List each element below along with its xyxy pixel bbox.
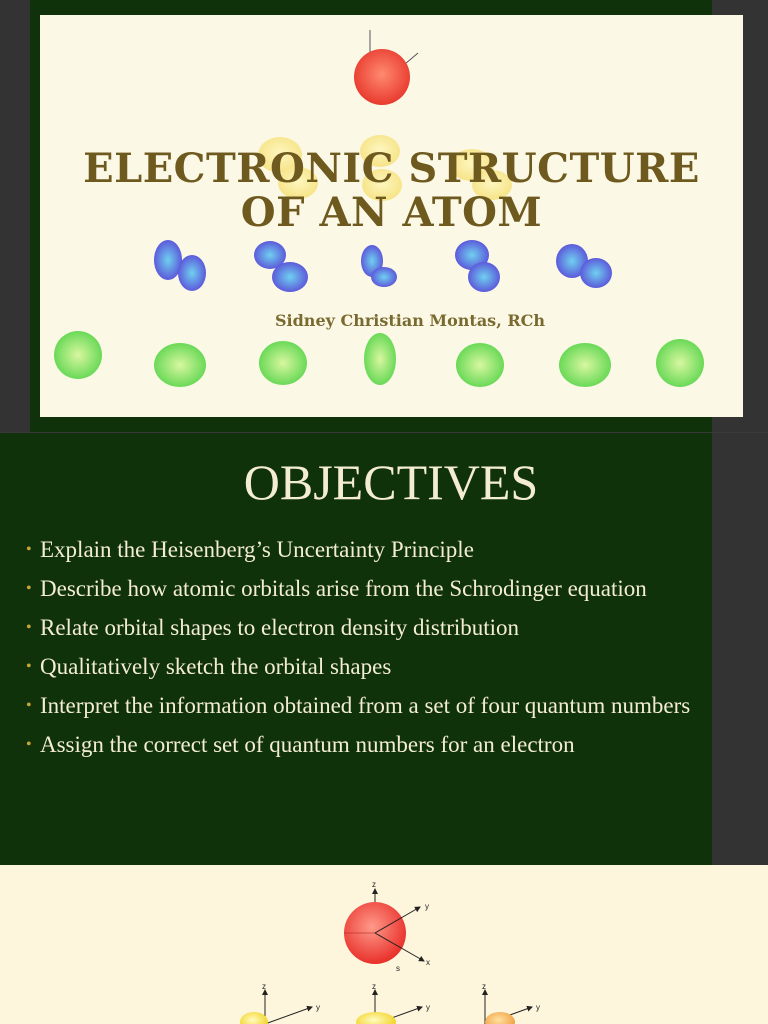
f-orbitals-icon: [54, 331, 704, 387]
d-orbitals-icon: [154, 240, 612, 292]
list-item: • Assign the correct set of quantum numbers for an electron: [26, 732, 575, 757]
list-item: • Describe how atomic orbitals arise from the Schrodinger equation: [26, 576, 647, 601]
axis-y-label: y: [426, 1003, 430, 1012]
s-orbital-icon: [354, 30, 418, 105]
axis-x-label: x: [426, 958, 430, 967]
list-item: • Relate orbital shapes to electron density distribution: [26, 615, 520, 640]
p-orbital-diagram-1: [240, 982, 320, 1024]
axis-z-label: z: [482, 982, 486, 991]
bullet-icon: •: [26, 736, 32, 753]
orbital-shapes-slide: [0, 865, 768, 1024]
list-item: • Interpret the information obtained from a set of four quantum numbers: [26, 693, 691, 718]
bullet-icon: •: [26, 658, 32, 675]
list-item: • Qualitatively sketch the orbital shapes: [26, 654, 392, 679]
bullet-icon: •: [26, 619, 32, 636]
title-line-2: OF AN ATOM: [240, 189, 543, 236]
objectives-list: [26, 537, 706, 771]
axis-y-label: y: [536, 1003, 540, 1012]
title-line-1: ELECTRONIC STRUCTURE: [83, 145, 700, 192]
author-name: Sidney Christian Montas, RCh: [274, 311, 545, 330]
title-slide-card: [40, 15, 743, 417]
title-slide: [0, 0, 768, 432]
bullet-icon: •: [26, 541, 32, 558]
axis-z-label: z: [372, 880, 376, 889]
s-orbital-diagram: [344, 880, 430, 973]
p-orbital-diagram-2: [356, 982, 430, 1024]
list-item: • Explain the Heisenberg’s Uncertainty Principle: [26, 537, 474, 562]
axis-z-label: z: [262, 982, 266, 991]
bullet-icon: •: [26, 580, 32, 597]
presentation-title: [40, 147, 743, 235]
bullet-icon: •: [26, 697, 32, 714]
objectives-slide-background: [0, 433, 712, 865]
objectives-title: OBJECTIVES: [243, 454, 539, 510]
objectives-slide: [0, 433, 768, 865]
axis-y-label: y: [316, 1003, 320, 1012]
orbital-s-label: s: [396, 964, 400, 973]
axis-z-label: z: [372, 982, 376, 991]
orbital-shapes-diagram: [0, 865, 768, 1024]
p-orbital-diagram-3: [482, 982, 540, 1024]
axis-y-label: y: [425, 902, 429, 911]
